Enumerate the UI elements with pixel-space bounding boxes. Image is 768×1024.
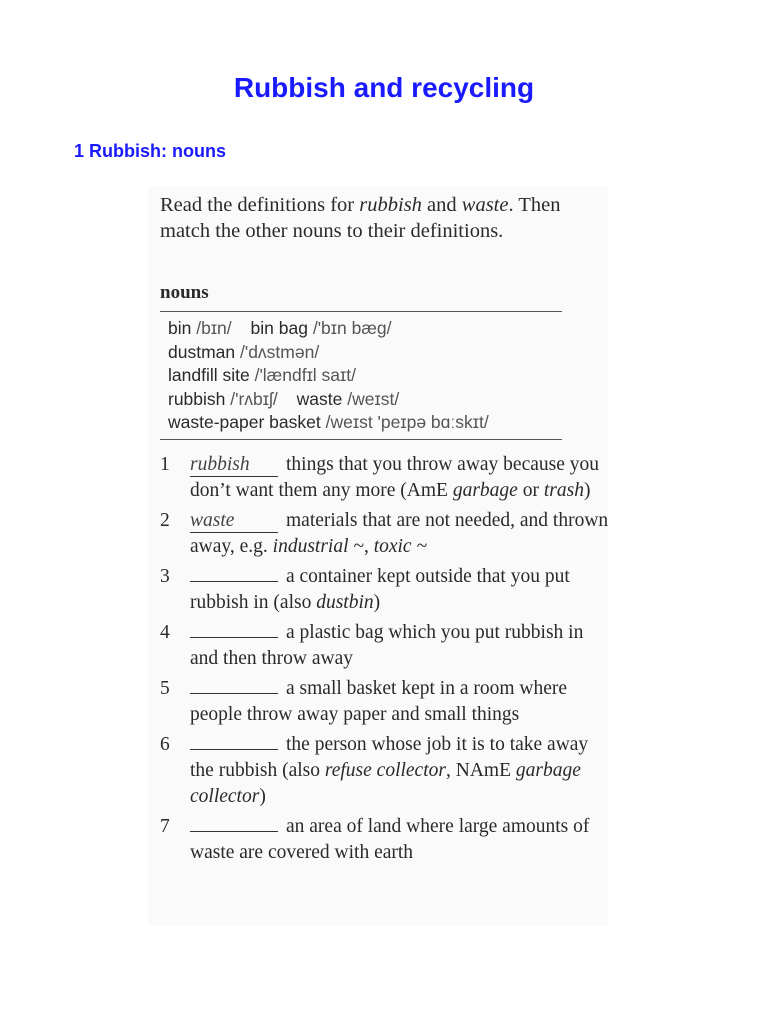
pronunciation: /'dʌstmən/ [240, 341, 320, 362]
definition-text: the person whose job it is to take away the rubbish (also [190, 734, 589, 781]
pronunciation: /weɪst/ [347, 388, 400, 409]
definition-number: 2 [160, 510, 170, 531]
word: dustman [168, 341, 236, 362]
answer-blank[interactable] [190, 581, 278, 582]
word-box-line [168, 411, 588, 435]
word-box-line [168, 364, 588, 388]
instructions [160, 192, 600, 244]
definition-number: 5 [160, 678, 170, 699]
word: waste [296, 388, 343, 409]
pronunciation: /weɪst 'peɪpə bɑːskɪt/ [325, 412, 489, 433]
pronunciation: /bɪn/ [196, 318, 232, 338]
definition-text: , NAmE [445, 760, 516, 781]
definition-text: a small basket kept in a room where people throw away paper and small things [190, 678, 568, 725]
word: waste-paper basket [168, 412, 321, 433]
definition-number: 1 [160, 454, 170, 475]
word: landfill site [168, 365, 250, 386]
answer-blank[interactable] [190, 749, 278, 750]
definition-text: things that you throw away because you don’t want them any more (AmE [190, 454, 600, 501]
word: bin [168, 318, 192, 338]
definition-item [160, 676, 610, 728]
definition-emphasis: garbage collector [190, 760, 581, 807]
definition-text: , [363, 536, 374, 557]
word-box-line [168, 388, 588, 412]
pronunciation: /'rʌbɪʃ/ [230, 388, 278, 409]
definition-emphasis: dustbin [316, 592, 374, 613]
definition-list [160, 452, 610, 870]
definition-item [160, 620, 610, 672]
definition-emphasis: trash [543, 480, 584, 501]
definition-number: 6 [160, 734, 170, 755]
answer-blank[interactable] [190, 831, 278, 832]
definition-emphasis: refuse collector [324, 760, 446, 781]
definition-text: a container kept outside that you put rubbish in (also [190, 566, 570, 613]
definition-text: or [517, 480, 544, 501]
definition-item [160, 452, 610, 504]
definition-text: ) [373, 592, 381, 613]
definition-text: ) [259, 786, 266, 807]
definition-text: materials that are not needed, and thrown away, e.g. [190, 510, 609, 557]
answer-blank[interactable] [190, 693, 278, 694]
word-box [168, 317, 588, 435]
definition-item [160, 508, 610, 560]
answer-blank[interactable] [190, 637, 278, 638]
page-title: Rubbish and recycling [233, 72, 535, 103]
definition-text: an area of land where large amounts of waste are covered with earth [190, 816, 590, 863]
instructions-text: Read the definitions for [160, 194, 360, 216]
definition-emphasis: garbage [452, 480, 518, 501]
nouns-heading: nouns [160, 282, 209, 303]
definition-number: 3 [160, 566, 170, 587]
answer-blank[interactable]: rubbish [190, 454, 278, 477]
word-box-line [168, 341, 588, 365]
instructions-text: and [421, 194, 462, 216]
definition-item [160, 732, 610, 810]
word: rubbish [168, 388, 226, 409]
definition-item [160, 564, 610, 616]
definition-text: a plastic bag which you put rubbish in and then throw away [190, 622, 584, 669]
definition-emphasis: toxic ~ [373, 536, 428, 557]
definition-item [160, 814, 610, 866]
definition-text: ) [583, 480, 591, 501]
definition-number: 4 [160, 622, 170, 643]
instructions-emphasis: waste [461, 194, 509, 216]
definition-emphasis: industrial ~ [272, 536, 364, 557]
pronunciation: /'bɪn bæg/ [312, 318, 392, 338]
divider [160, 311, 562, 312]
instructions-text: . Then match the other nouns to their definitions. [160, 194, 561, 242]
exercise-scan [148, 186, 608, 926]
answer-blank[interactable]: waste [190, 510, 278, 533]
section-heading: 1 Rubbish: nouns [74, 141, 226, 161]
instructions-emphasis: rubbish [359, 194, 422, 216]
divider [160, 439, 562, 440]
definition-number: 7 [160, 816, 170, 837]
pronunciation: /'lændfɪl saɪt/ [254, 365, 356, 386]
word-box-line [168, 317, 588, 341]
word: bin bag [250, 318, 308, 338]
